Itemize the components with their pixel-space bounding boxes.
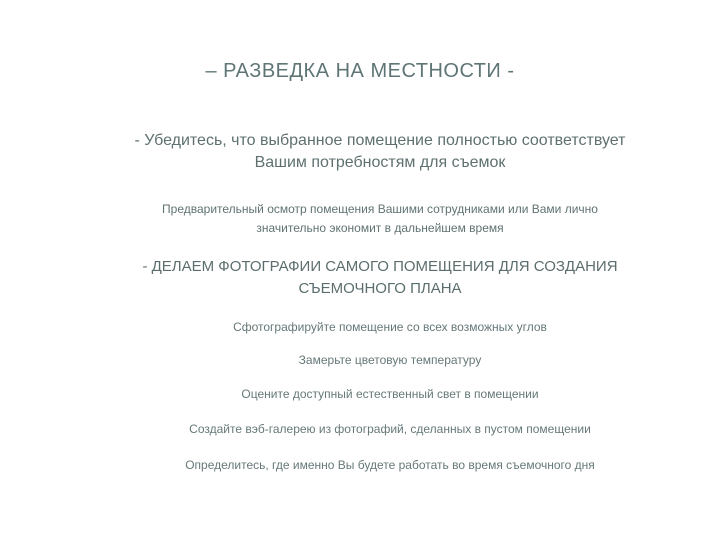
section2-item: Замерьте цветовую температуру — [298, 353, 482, 367]
section1-note-line2: значительно экономит в дальнейшем время — [256, 221, 504, 235]
slide-title: – РАЗВЕДКА НА МЕСТНОСТИ - — [205, 60, 515, 82]
section2-item: Оцените доступный естественный свет в помещении — [241, 387, 539, 401]
section2-heading-line2: СЪЕМОЧНОГО ПЛАНА — [298, 280, 462, 297]
section2-item: Сфотографируйте помещение со всех возможных углов — [233, 320, 547, 334]
section1-heading — [60, 130, 700, 174]
section2-heading-line1: - ДЕЛАЕМ ФОТОГРАФИИ САМОГО ПОМЕЩЕНИЯ ДЛЯ СОЗДАНИЯ — [142, 258, 618, 275]
section1-heading-line2: Вашим потребностям для съемок — [254, 154, 506, 171]
section1-note — [60, 200, 700, 238]
section1-note-line1: Предварительный осмотр помещения Вашими сотрудниками или Вами лично — [162, 202, 598, 216]
section2-heading — [40, 256, 720, 300]
section2-item: Определитесь, где именно Вы будете работать во время съемочного дня — [185, 458, 595, 472]
section2-item: Создайте вэб-галерею из фотографий, сделанных в пустом помещении — [189, 422, 591, 436]
section1-heading-line1: - Убедитесь, что выбранное помещение полностью соответствует — [134, 132, 626, 149]
